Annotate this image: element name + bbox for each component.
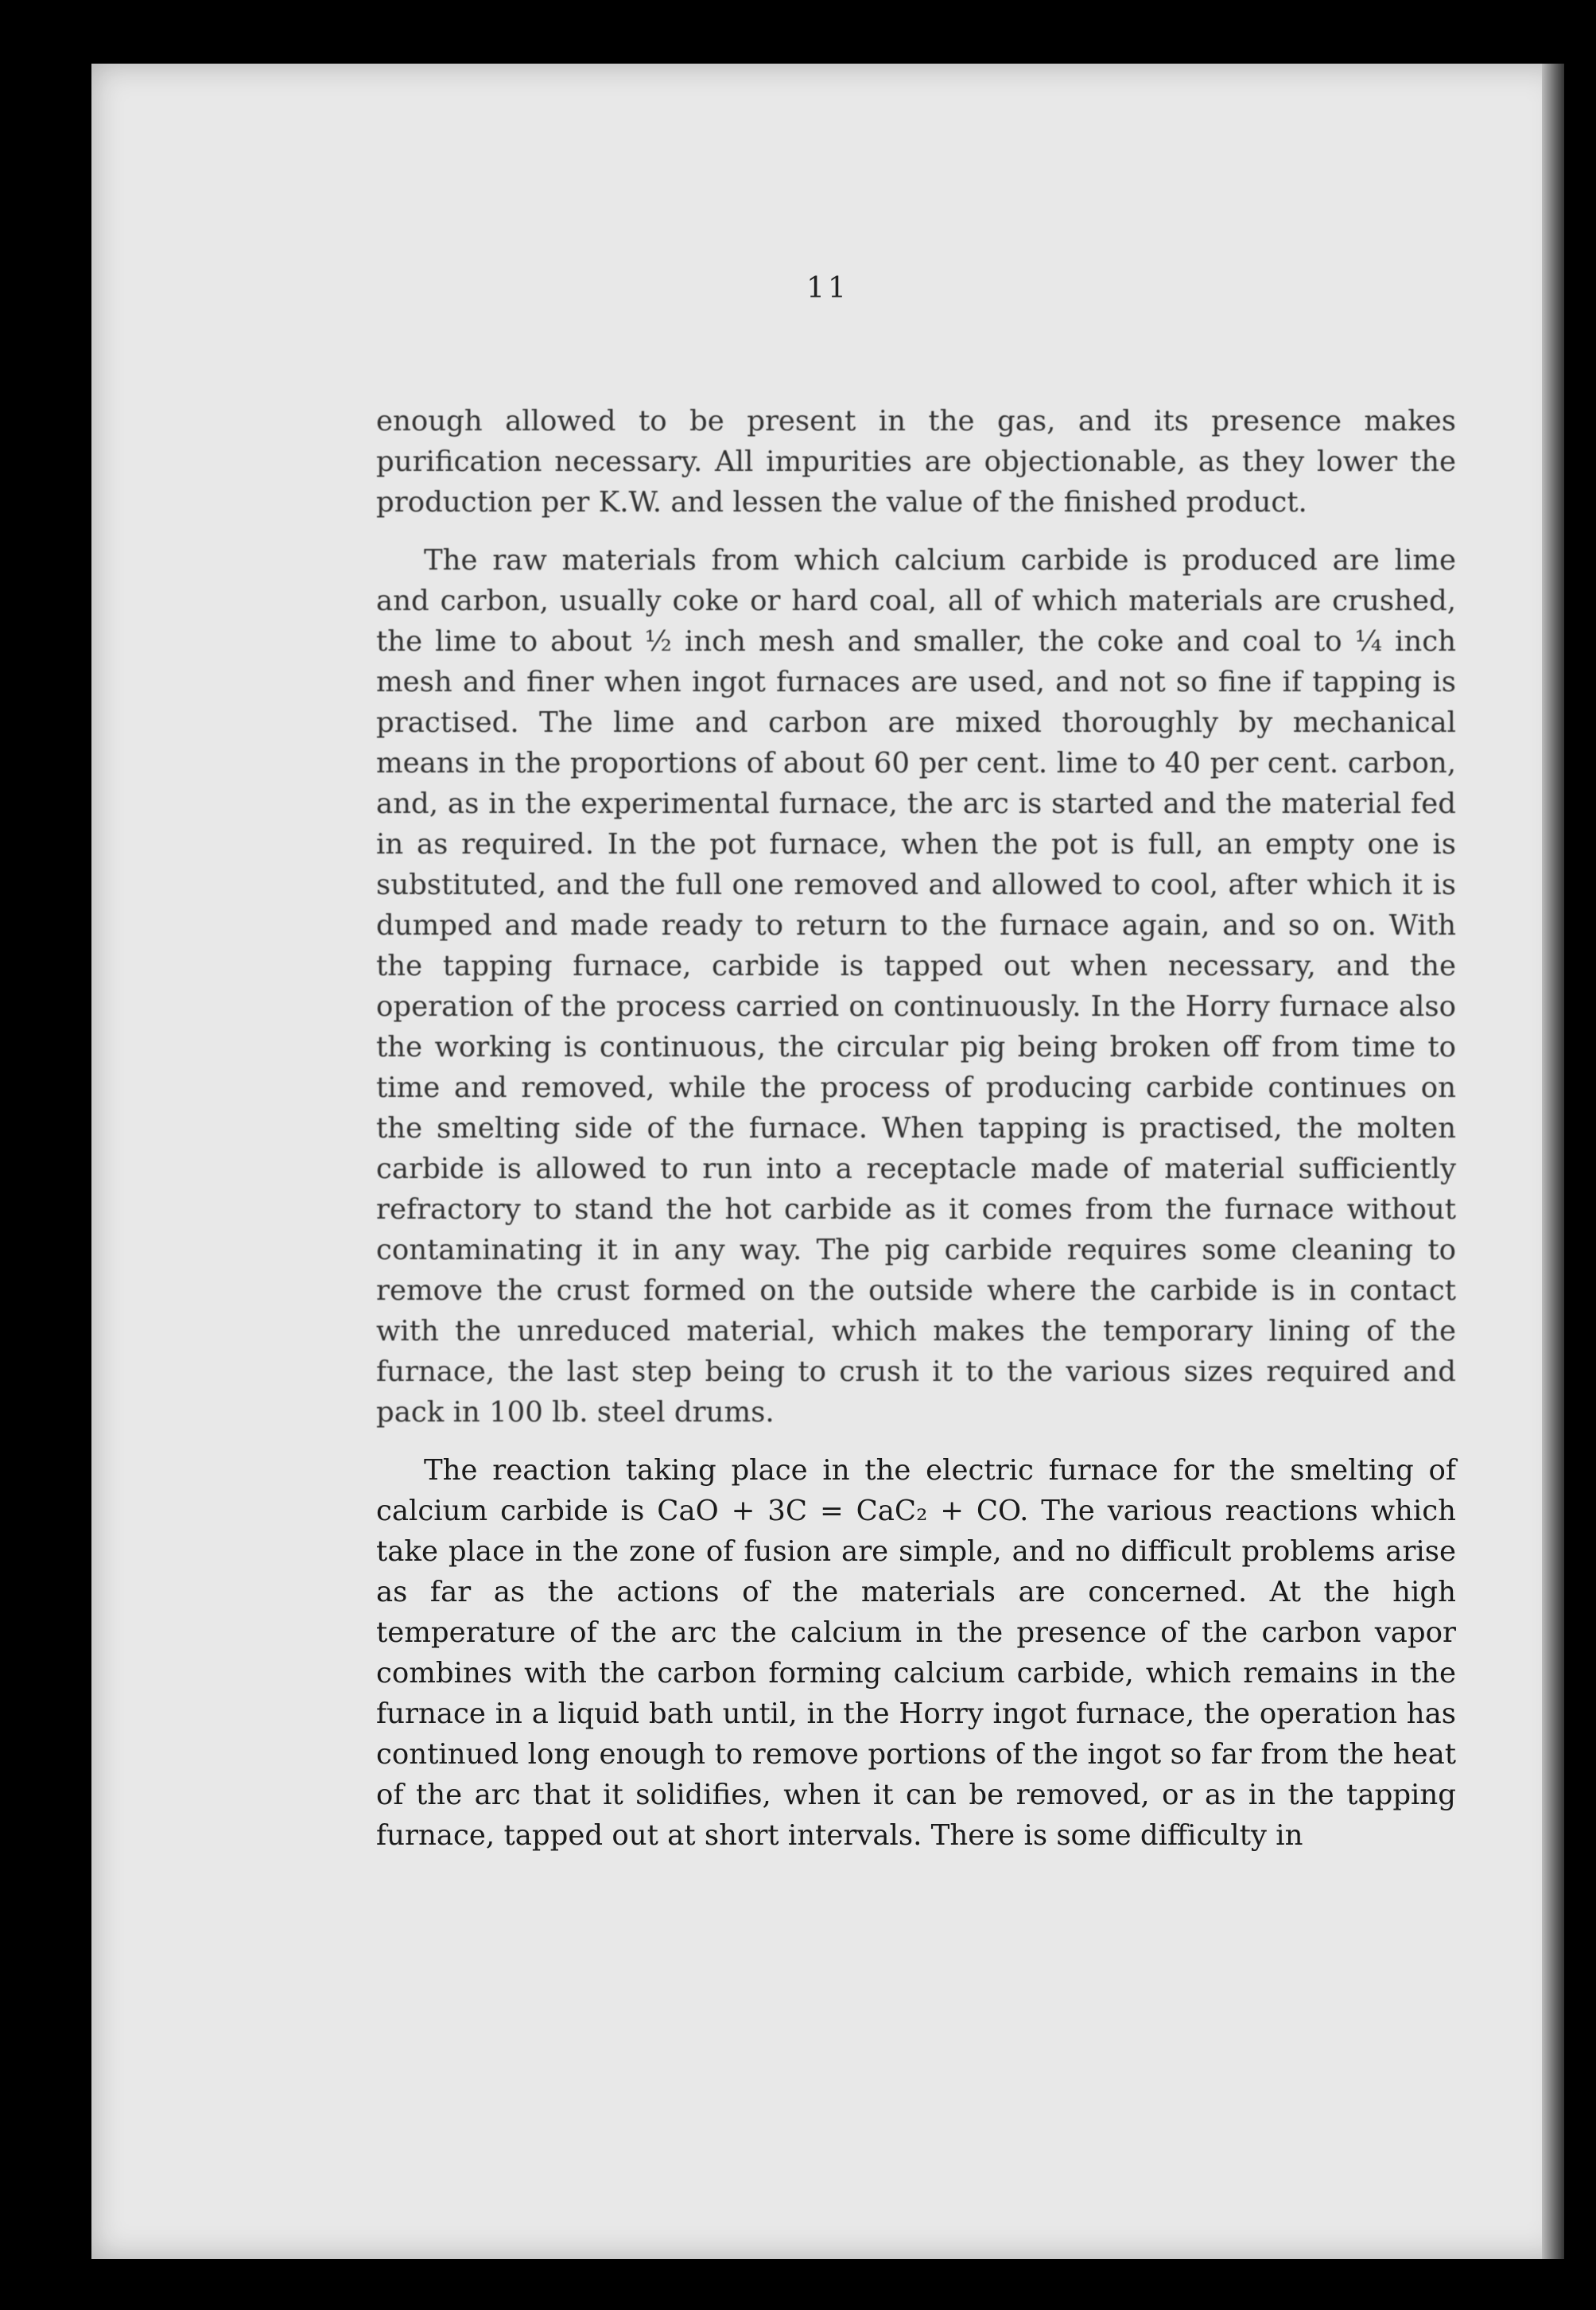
paragraph-1: enough allowed to be present in the gas, and its presence makes purification necessary. All impurities are objectionable, as they lower the production per K.W. and lessen the value of the finished product.	[376, 405, 1456, 519]
paragraph-3: The reaction taking place in the electric furnace for the smelting of calcium carbide is CaO + 3C = CaC₂ + CO. The various reactions which take place in the zone of fusion are simple, and no difficult problems arise as far as the actions of the materials are concerned. At the high temperature of the arc the calcium in the presence of the carbon vapor combines with the carbon forming calcium carbide, which remains in the furnace in a liquid bath until, in the Horry ingot furnace, the operation has continued long enough to remove portions of the ingot so far from the heat of the arc that it solidifies, when it can be removed, or as in the tapping furnace, tapped out at short intervals. There is some difficulty in	[376, 1454, 1456, 1852]
page-edge-shadow	[1542, 64, 1564, 2259]
body-text	[376, 401, 1456, 1873]
paragraph-2: The raw materials from which calcium carbide is produced are lime and carbon, usually coke or hard coal, all of which materials are crushed, the lime to about ½ inch mesh and smaller, the coke and coal to ¼ inch mesh and finer when ingot furnaces are used, and not so fine if tapping is practised. The lime and carbon are mixed thoroughly by mechanical means in the proportions of about 60 per cent. lime to 40 per cent. carbon, and, as in the experimental furnace, the arc is started and the material fed in as required. In the pot furnace, when the pot is full, an empty one is substituted, and the full one removed and allowed to cool, after which it is dumped and made ready to return to the furnace again, and so on. With the tapping furnace, carbide is tapped out when necessary, and the operation of the process carried on continuously. In the Horry furnace also the working is continuous, the circular pig being broken off from time to time and removed, while the process of producing carbide continues on the smelting side of the furnace. When tapping is practised, the molten carbide is allowed to run into a receptacle made of material sufficiently refractory to stand the hot carbide as it comes from the furnace without contaminating it in any way. The pig carbide requires some cleaning to remove the crust formed on the outside where the carbide is in contact with the unreduced material, which makes the temporary lining of the furnace, the last step being to crush it to the various sizes required and pack in 100 lb. steel drums.	[376, 544, 1456, 1429]
scanned-page	[91, 64, 1564, 2259]
page-number: 11	[806, 272, 849, 305]
